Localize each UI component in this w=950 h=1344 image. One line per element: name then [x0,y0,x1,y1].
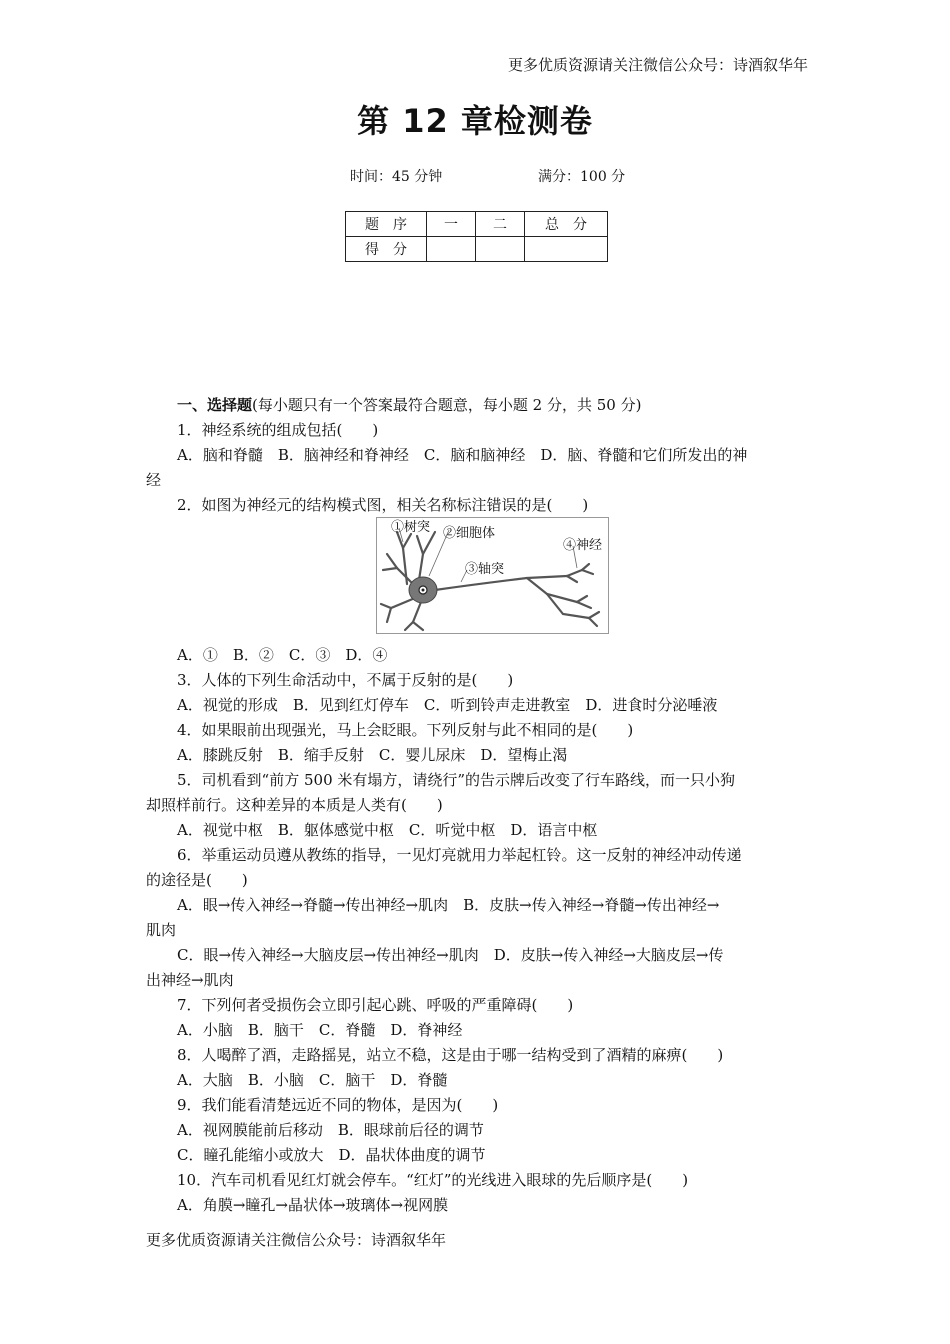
section-title: 一、选择题 [177,396,253,414]
neuron-diagram [376,517,609,634]
option-line: A．① B．② C．③ D．④ [177,646,388,664]
score-table-score-row [346,237,608,262]
question-line: 9．我们能看清楚远近不同的物体，是因为( ) [177,1096,499,1114]
question-line: 7．下列何者受损伤会立即引起心跳、呼吸的严重障碍( ) [177,996,574,1014]
question-line: 5．司机看到“前方 500 米有塌方，请绕行”的告示牌后改变了行车路线，而一只小狗 [177,771,736,789]
option-line: A．大脑 B．小脑 C．脑干 D．脊髓 [177,1071,448,1089]
question-line: 6．举重运动员遵从教练的指导，一见灯亮就用力举起杠铃。这一反射的神经冲动传递 [177,846,742,864]
question-line: 1．神经系统的组成包括( ) [177,421,379,439]
figure-label-cell-body: ②细胞体 [443,526,496,541]
nucleolus [422,589,425,592]
question-line: 4．如果眼前出现强光，马上会眨眼。下列反射与此不相同的是( ) [177,721,634,739]
option-line: A．视网膜能前后移动 B．眼球前后径的调节 [177,1121,484,1139]
option-line: A．小脑 B．脑干 C．脊髓 D．脊神经 [177,1021,463,1039]
figure-label-dendrite: ①树突 [391,520,431,535]
question-line: 3．人体的下列生命活动中，不属于反射的是( ) [177,671,514,689]
score-table-header-cell: 一 [427,212,476,237]
score-table-header-cell: 总 分 [525,212,608,237]
score-table-header-cell: 二 [476,212,525,237]
figure-label-axon: ③轴突 [465,562,505,577]
score-row-label: 得 分 [346,237,427,262]
option-line-cont: 出神经→肌肉 [146,971,234,989]
score-cell-section2[interactable] [476,237,525,262]
option-line: C．眼→传入神经→大脑皮层→传出神经→肌肉 D．皮肤→传入神经→大脑皮层→传 [177,946,724,964]
option-line: A．视觉中枢 B．躯体感觉中枢 C．听觉中枢 D．语言中枢 [177,821,598,839]
question-line: 2．如图为神经元的结构模式图，相关名称标注错误的是( ) [177,496,589,514]
section-heading [146,393,810,418]
page-title: 第 12 章检测卷 [357,102,593,140]
score-table-header-cell: 题 序 [346,212,427,237]
option-line-cont: 肌肉 [146,921,177,939]
footer-note: 更多优质资源请关注微信公众号：诗酒叙华年 [146,1231,447,1249]
question-line-cont: 的途径是( ) [146,871,248,889]
question-line: 8．人喝醉了酒，走路摇晃，站立不稳，这是由于哪一结构受到了酒精的麻痹( ) [177,1046,724,1064]
score-cell-total[interactable] [525,237,608,262]
score-table-header-row [346,212,608,237]
option-line: A．角膜→瞳孔→晶状体→玻璃体→视网膜 [177,1196,449,1214]
figure-label-nerve: ④神经 [563,538,603,553]
question-line-cont: 却照样前行。这种差异的本质是人类有( ) [146,796,443,814]
score-table [345,211,608,262]
score-cell-section1[interactable] [427,237,476,262]
option-line: A．眼→传入神经→脊髓→传出神经→肌肉 B．皮肤→传入神经→脊髓→传出神经→ [177,896,720,914]
section-note: (每小题只有一个答案最符合题意，每小题 2 分，共 50 分) [252,396,642,414]
option-line: A．视觉的形成 B．见到红灯停车 C．听到铃声走进教室 D．进食时分泌唾液 [177,696,718,714]
option-line-cont: 经 [146,471,162,489]
question-line: 10．汽车司机看见红灯就会停车。“红灯”的光线进入眼球的先后顺序是( ) [177,1171,689,1189]
exam-time: 时间：45 分钟 [350,169,443,185]
option-line: C．瞳孔能缩小或放大 D．晶状体曲度的调节 [177,1146,486,1164]
full-score: 满分：100 分 [538,169,626,185]
header-note: 更多优质资源请关注微信公众号：诗酒叙华年 [507,56,808,74]
option-line: A．膝跳反射 B．缩手反射 C．婴儿尿床 D．望梅止渴 [177,746,568,764]
option-line: A．脑和脊髓 B．脑神经和脊神经 C．脑和脑神经 D．脑、脊髓和它们所发出的神 [177,446,748,464]
